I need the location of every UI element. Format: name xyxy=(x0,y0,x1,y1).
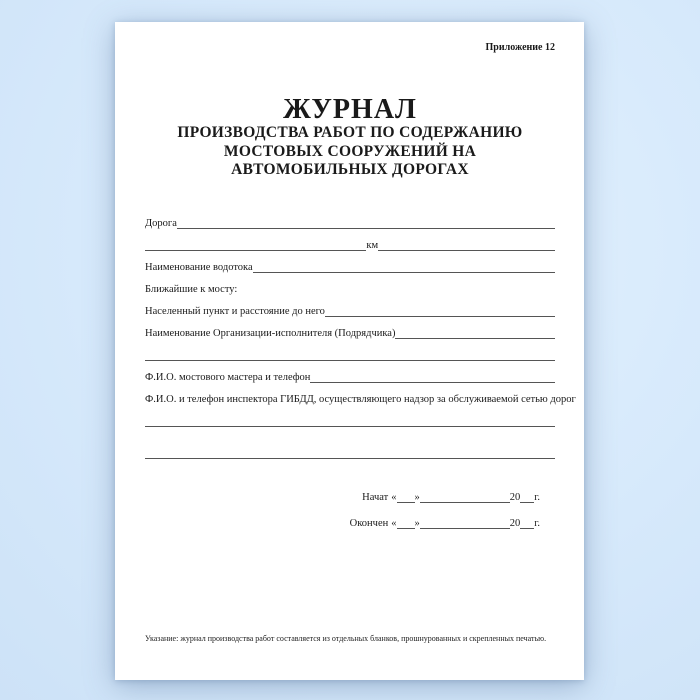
km-blank-line-left xyxy=(145,250,366,251)
finished-year-blank xyxy=(520,528,534,529)
finished-year-suffix: г. xyxy=(534,518,540,530)
document-page xyxy=(115,22,584,680)
field-settlement xyxy=(145,296,555,318)
page-subtitle-line3: АВТОМОБИЛЬНЫХ ДОРОГАХ xyxy=(231,160,469,178)
road-blank-line xyxy=(177,228,555,229)
blank-line xyxy=(145,458,555,459)
finished-label: Окончен xyxy=(349,518,389,530)
title-block xyxy=(145,95,555,179)
inspector-blank-line-1 xyxy=(145,406,555,428)
page-subtitle-line1: ПРОИЗВОДСТВА РАБОТ ПО СОДЕРЖАНИЮ xyxy=(177,124,523,142)
nearest-label: Ближайшие к мосту: xyxy=(145,284,238,296)
inspector-label: Ф.И.О. и телефон инспектора ГИБДД, осуществляющего надзор за обслуживаемой сетью дорог xyxy=(145,394,576,406)
contractor-label: Наименование Организации-исполнителя (Подрядчика) xyxy=(145,328,396,340)
started-year-suffix: г. xyxy=(534,492,540,504)
page-subtitle-line2: МОСТОВЫХ СООРУЖЕНИЙ НА xyxy=(223,142,477,160)
started-month-blank xyxy=(420,502,510,503)
finished-day-blank xyxy=(397,528,415,529)
settlement-blank-line xyxy=(325,316,555,317)
started-year-blank xyxy=(520,502,534,503)
field-nearest-heading xyxy=(145,274,555,296)
started-day-blank xyxy=(397,502,415,503)
contractor-blank-line xyxy=(395,338,555,339)
contractor-continuation-line xyxy=(145,340,555,362)
form-fields xyxy=(145,208,576,460)
quote-open: « xyxy=(391,492,397,504)
finished-year-prefix: 20 xyxy=(509,518,521,530)
settlement-label: Населенный пункт и расстояние до него xyxy=(145,306,325,318)
km-label: км xyxy=(366,240,379,252)
blank-line xyxy=(145,426,555,427)
dates-block xyxy=(145,482,540,530)
appendix-label: Приложение 12 xyxy=(485,42,555,53)
inspector-blank-line-2 xyxy=(145,438,555,460)
quote-close: » xyxy=(414,492,420,504)
road-label: Дорога xyxy=(145,218,177,230)
field-inspector-heading xyxy=(145,384,576,406)
page-title: ЖУРНАЛ xyxy=(283,94,417,125)
date-finished-row xyxy=(343,508,540,530)
bridge-master-blank-line xyxy=(310,382,555,383)
date-started-row xyxy=(343,482,540,504)
started-label: Начат xyxy=(362,492,389,504)
quote-open: « xyxy=(391,518,397,530)
quote-close: » xyxy=(414,518,420,530)
field-contractor xyxy=(145,318,555,340)
km-blank-line-right xyxy=(378,250,555,251)
blank-line xyxy=(145,360,555,361)
started-year-prefix: 20 xyxy=(509,492,521,504)
field-watercourse xyxy=(145,252,555,274)
finished-month-blank xyxy=(420,528,510,529)
bridge-master-label: Ф.И.О. мостового мастера и телефон xyxy=(145,372,311,384)
watercourse-blank-line xyxy=(253,272,555,273)
field-bridge-master xyxy=(145,362,555,384)
watercourse-label: Наименование водотока xyxy=(145,262,253,274)
field-road xyxy=(145,208,555,230)
field-km xyxy=(145,230,555,252)
footer-note: Указание: журнал производства работ составляется из отдельных бланков, прошнурованных и скрепленных печатью. xyxy=(145,633,547,643)
